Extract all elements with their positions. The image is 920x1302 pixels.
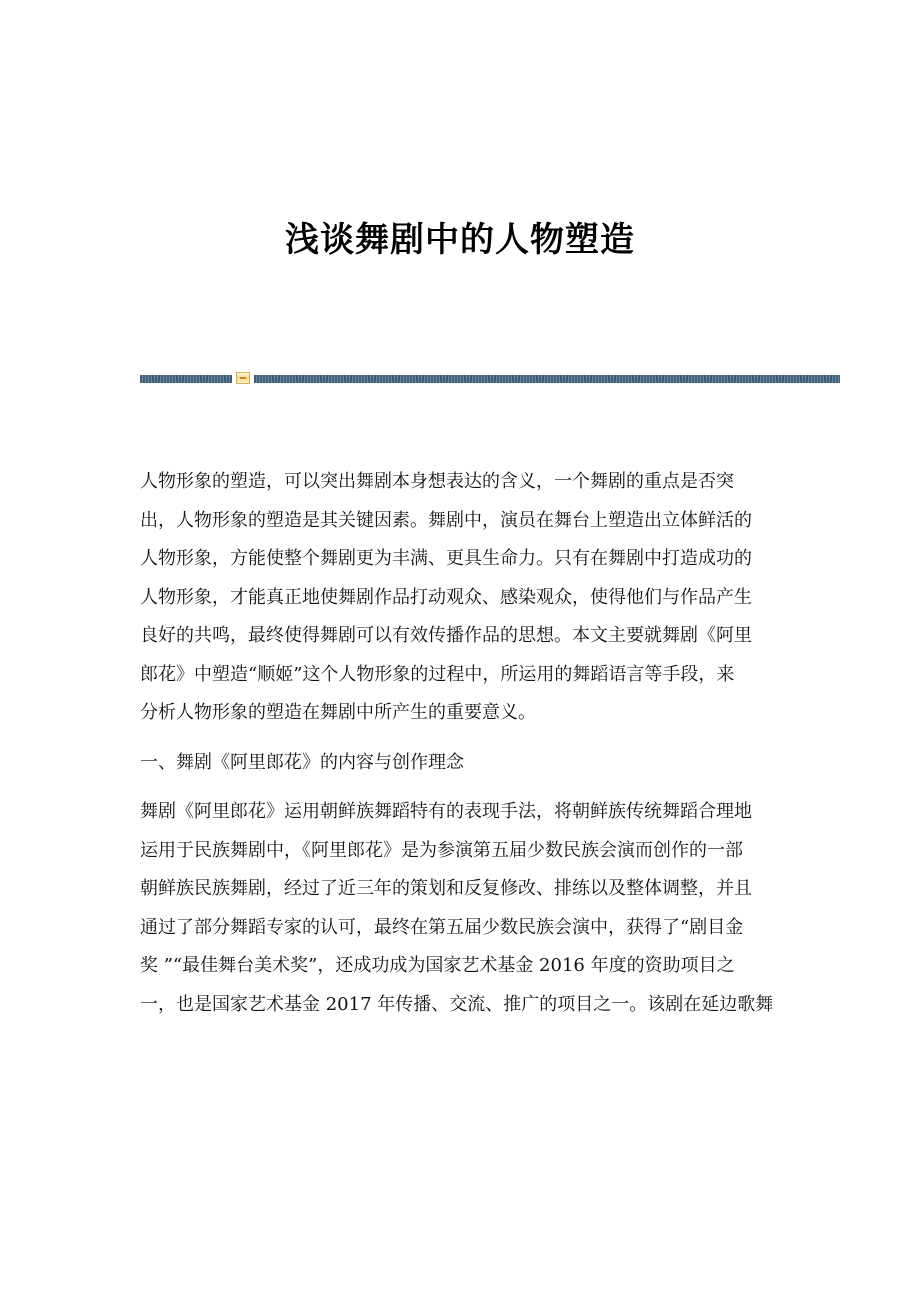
divider-ornament-icon [236,372,250,384]
paragraph-line: 运用于民族舞剧中，《阿里郎花》是为参演第五届少数民族会演而创作的一部 [140,839,743,861]
paragraph-line: 舞剧《阿里郎花》运用朝鲜族舞蹈特有的表现手法，将朝鲜族传统舞蹈合理地 [140,801,752,822]
paragraph-line: 人物形象，才能真正地使舞剧作品打动观众、感染观众，使得他们与作品产生 [140,586,752,608]
paragraph-line: 郎花》中塑造“顺姬”这个人物形象的过程中，所运用的舞蹈语言等手段，来 [140,663,735,685]
paragraph-line: 一，也是国家艺术基金 2017 年传播、交流、推广的项目之一。该剧在延边歌舞 [140,993,774,1015]
paragraph-section-1 [140,793,780,1024]
paragraph-line: 分析人物形象的塑造在舞剧中所产生的重要意义。 [140,702,536,723]
divider-bar-right [254,375,840,383]
document-body [140,463,780,1024]
page-title: 浅谈舞剧中的人物塑造 [285,220,635,260]
paragraph-line: 人物形象，方能使整个舞剧更为丰满、更具生命力。只有在舞剧中打造成功的 [140,548,752,569]
section-heading: 一、舞剧《阿里郎花》的内容与创作理念 [140,751,464,773]
divider-bar-left [140,375,232,383]
paragraph-line: 奖 ”“最佳舞台美术奖”，还成功成为国家艺术基金 2016 年度的资助项目之 [140,955,735,976]
paragraph-line: 朝鲜族民族舞剧，经过了近三年的策划和反复修改、排练以及整体调整，并且 [140,878,752,899]
paragraph-line: 通过了部分舞蹈专家的认可，最终在第五届少数民族会演中，获得了“剧目金 [140,916,744,938]
title-divider [140,375,840,383]
paragraph-line: 出，人物形象的塑造是其关键因素。舞剧中，演员在舞台上塑造出立体鲜活的 [140,509,752,531]
paragraph-line: 良好的共鸣，最终使得舞剧可以有效传播作品的思想。本文主要就舞剧《阿里 [140,625,752,646]
paragraph-line: 人物形象的塑造，可以突出舞剧本身想表达的含义，一个舞剧的重点是否突 [140,471,734,492]
paragraph-intro [140,463,780,733]
